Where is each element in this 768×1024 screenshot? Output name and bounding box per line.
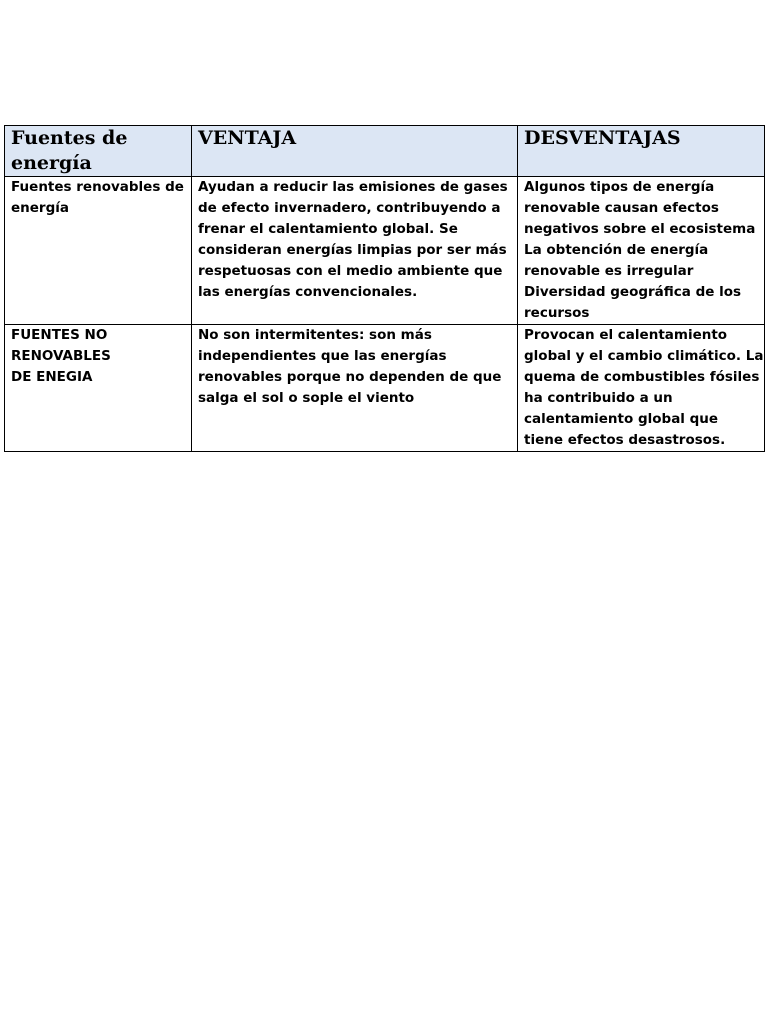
cell-fuente	[5, 325, 192, 452]
cell-line: de efecto invernadero, contribuyendo a	[198, 200, 501, 216]
cell-line: tiene efectos desastrosos.	[524, 432, 726, 448]
table-header-row	[5, 126, 765, 177]
cell-line: renovables porque no dependen de que	[198, 369, 502, 385]
cell-line: respetuosas con el medio ambiente que	[198, 263, 503, 279]
table-row	[5, 325, 765, 452]
cell-line: No son intermitentes: son más	[198, 327, 432, 343]
cell-line: renovable causan efectos	[524, 200, 719, 216]
cell-desventaja	[518, 325, 765, 452]
cell-line: global y el cambio climático. La	[524, 348, 764, 364]
cell-line: quema de combustibles fósiles	[524, 369, 760, 385]
cell-line: independientes que las energías	[198, 348, 447, 364]
cell-line: Ayudan a reducir las emisiones de gases	[198, 179, 508, 195]
header-fuentes-line: energía	[11, 152, 92, 174]
energy-table-container	[4, 125, 764, 452]
cell-line: ha contribuido a un	[524, 390, 673, 406]
header-ventaja-label: VENTAJA	[198, 127, 297, 149]
cell-line: renovable es irregular	[524, 263, 694, 279]
cell-line: FUENTES NO	[11, 327, 108, 343]
cell-desventaja	[518, 177, 765, 325]
cell-line: DE ENEGIA	[11, 369, 93, 385]
cell-line: las energías convencionales.	[198, 284, 418, 300]
cell-ventaja	[192, 325, 518, 452]
cell-line: frenar el calentamiento global. Se	[198, 221, 458, 237]
energy-sources-table	[4, 125, 765, 452]
header-desventajas-label: DESVENTAJAS	[524, 127, 681, 149]
header-desventajas	[518, 126, 765, 177]
cell-line: calentamiento global que	[524, 411, 719, 427]
cell-line: Provocan el calentamiento	[524, 327, 728, 343]
cell-line: RENOVABLES	[11, 348, 111, 364]
cell-line: salga el sol o sople el viento	[198, 390, 415, 406]
cell-line: La obtención de energía	[524, 242, 709, 258]
header-fuentes-line: Fuentes de	[11, 127, 128, 149]
cell-line: consideran energías limpias por ser más	[198, 242, 507, 258]
cell-fuente	[5, 177, 192, 325]
cell-line: negativos sobre el ecosistema	[524, 221, 756, 237]
cell-line: Fuentes renovables de	[11, 179, 184, 195]
header-fuentes	[5, 126, 192, 177]
cell-ventaja	[192, 177, 518, 325]
cell-line: Diversidad geográfica de los	[524, 284, 742, 300]
table-row	[5, 177, 765, 325]
cell-line: Algunos tipos de energía	[524, 179, 715, 195]
header-ventaja	[192, 126, 518, 177]
cell-line: energía	[11, 200, 69, 216]
cell-line: recursos	[524, 305, 590, 321]
